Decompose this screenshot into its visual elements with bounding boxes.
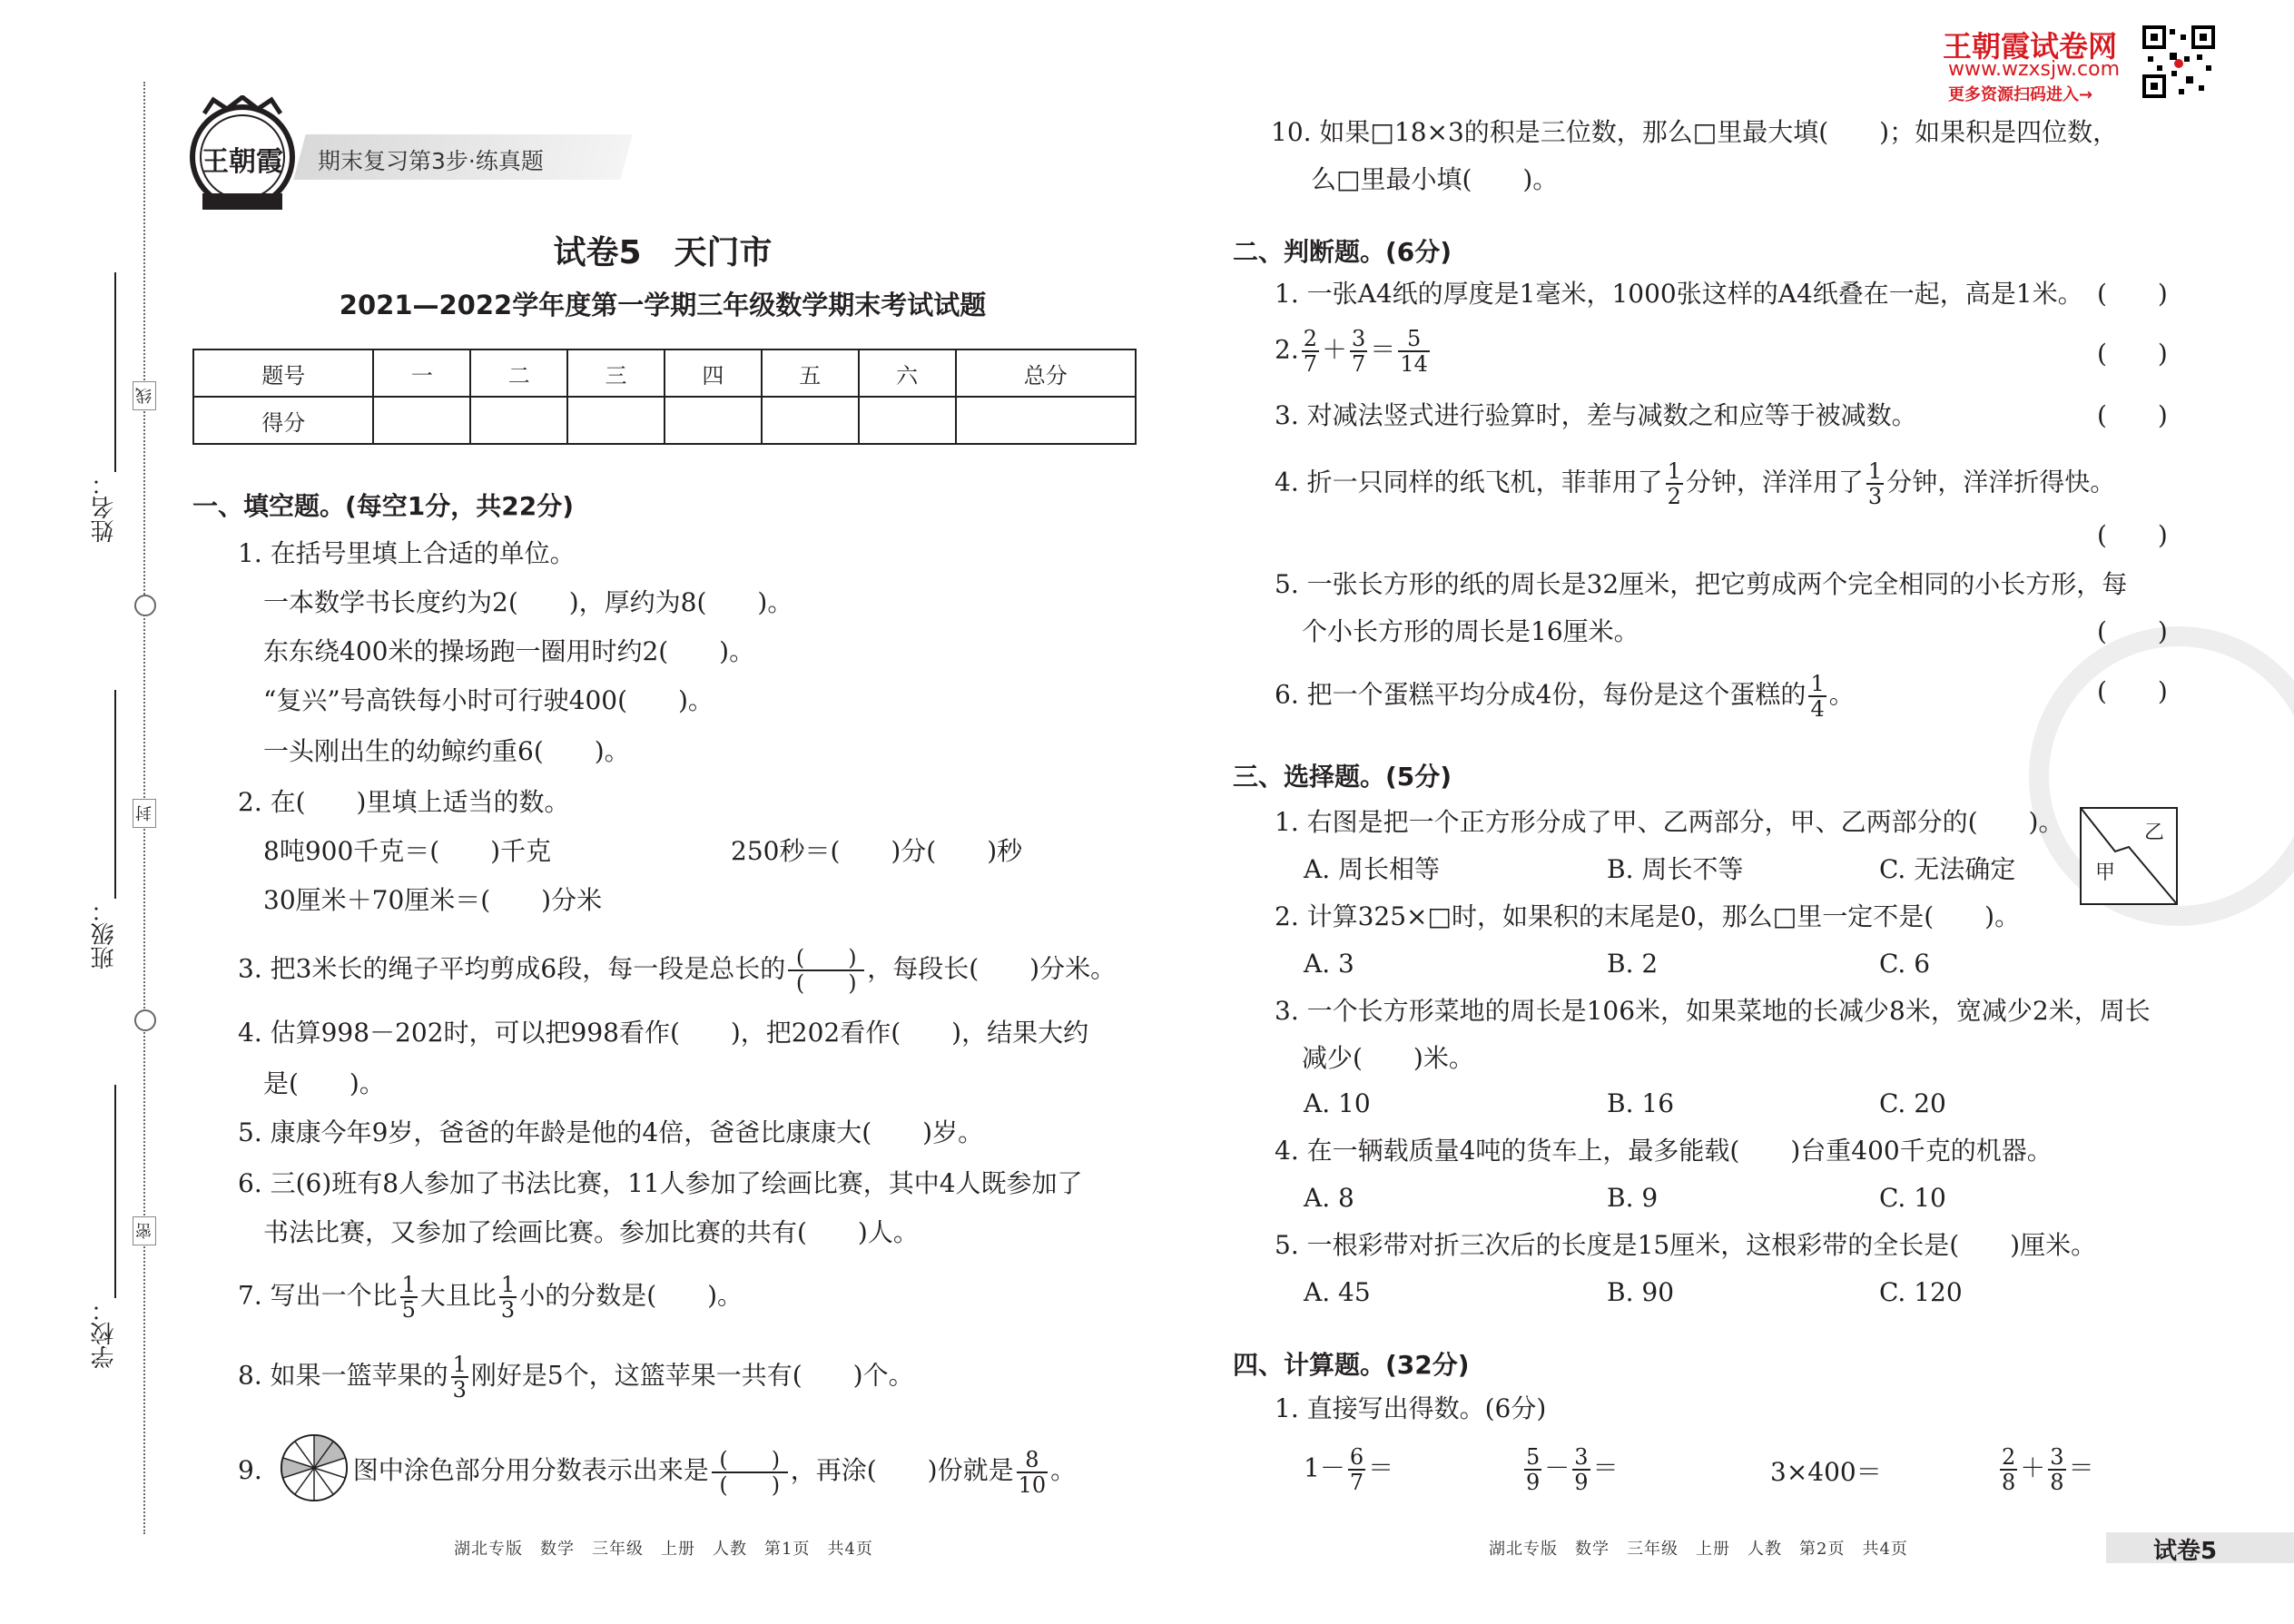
question-5[interactable]: 5. 康康今年9岁，爸爸的年龄是他的4倍，爸爸比康康大( )岁。 bbox=[238, 1117, 984, 1147]
fraction bbox=[2048, 1445, 2065, 1494]
numerator: 3 bbox=[1574, 1444, 1589, 1470]
fraction-blank[interactable] bbox=[712, 1448, 788, 1497]
binding-circle-icon bbox=[134, 595, 156, 616]
expression-text: ＝ bbox=[2068, 1452, 2094, 1483]
binding-char-mi: 密 bbox=[133, 1216, 156, 1245]
expression-text: 1－ bbox=[1304, 1452, 1345, 1483]
judge-5-line: 个小长方形的周长是16厘米。 bbox=[1302, 616, 1639, 646]
section-heading-choice: 三、选择题。(5分) bbox=[1233, 762, 1452, 792]
judge-answer-paren[interactable]: ( ) bbox=[2097, 339, 2168, 369]
numerator: 1 bbox=[452, 1352, 467, 1377]
question-4-line[interactable]: 是( )。 bbox=[263, 1068, 385, 1098]
choice-option[interactable]: C. 6 bbox=[1879, 949, 1931, 979]
denominator: 2 bbox=[1667, 484, 1681, 509]
brand-name: 王朝霞试卷网 bbox=[1943, 29, 2118, 64]
question-text: 图中涂色部分用分数表示出来是 bbox=[352, 1455, 709, 1485]
numerator: 1 bbox=[500, 1272, 516, 1297]
numerator: 1 bbox=[1667, 458, 1681, 484]
pie-figure-icon bbox=[279, 1432, 350, 1511]
page-footer-left: 湖北专版 数学 三年级 上册 人教 第1页 共4页 bbox=[454, 1540, 873, 1559]
choice-option[interactable]: C. 20 bbox=[1879, 1088, 1946, 1118]
judge-answer-paren[interactable]: ( ) bbox=[2097, 676, 2168, 706]
table-cell: 三 bbox=[567, 349, 665, 397]
question-1-line[interactable]: 一本数学书长度约为2( )，厚约为8( )。 bbox=[263, 587, 793, 617]
choice-3-question[interactable]: 3. 一个长方形菜地的周长是106米，如果菜地的长减少8米，宽减少2米，周长 bbox=[1275, 996, 2151, 1026]
question-text: 。 bbox=[1828, 679, 1855, 710]
question-text: 。 bbox=[1050, 1455, 1077, 1485]
score-input-cell[interactable] bbox=[470, 397, 567, 444]
judge-answer-paren[interactable]: ( ) bbox=[2097, 520, 2168, 550]
binding-char-xian: 线 bbox=[133, 381, 156, 410]
choice-option[interactable]: B. 16 bbox=[1607, 1088, 1675, 1118]
question-1-title: 1. 在括号里填上合适的单位。 bbox=[238, 538, 576, 568]
fraction bbox=[1866, 459, 1884, 508]
choice-1-question[interactable]: 1. 右图是把一个正方形分成了甲、乙两部分，甲、乙两部分的( )。 bbox=[1275, 807, 2064, 837]
denominator: 4 bbox=[1810, 696, 1825, 722]
binding-circle-icon bbox=[134, 1009, 156, 1031]
series-label: 期末复习第3步·练真题 bbox=[318, 148, 544, 174]
judge-1: 1. 一张A4纸的厚度是1毫米，1000张这样的A4纸叠在一起，高是1米。 bbox=[1275, 279, 2083, 309]
choice-option[interactable]: A. 8 bbox=[1304, 1183, 1354, 1213]
name-label: 姓名： bbox=[91, 472, 118, 543]
table-cell: 得分 bbox=[193, 397, 373, 444]
logo-text: 王朝霞 bbox=[202, 146, 283, 178]
class-underline[interactable] bbox=[114, 690, 116, 899]
operator: － bbox=[1544, 1452, 1570, 1483]
operator: ＋ bbox=[2020, 1452, 2046, 1483]
numerator: 6 bbox=[1349, 1444, 1364, 1470]
numerator: ( ) bbox=[795, 945, 857, 970]
paper-title: 试卷5 天门市 bbox=[553, 234, 773, 271]
judge-answer-paren[interactable]: ( ) bbox=[2097, 400, 2168, 430]
judge-answer-paren[interactable]: ( ) bbox=[2097, 616, 2168, 646]
question-text: 7. 写出一个比 bbox=[238, 1280, 398, 1311]
expression-text: ＝ bbox=[1592, 1452, 1619, 1483]
denominator: 9 bbox=[1574, 1470, 1589, 1495]
question-text: 3. 把3米长的绳子平均剪成6段，每一段是总长的 bbox=[238, 953, 786, 984]
fraction bbox=[1666, 459, 1683, 508]
judge-6 bbox=[1275, 672, 1855, 721]
score-input-cell[interactable] bbox=[762, 397, 859, 444]
fraction bbox=[1572, 1445, 1590, 1494]
calc-expression[interactable]: 3×400＝ bbox=[1770, 1457, 1882, 1487]
numerator: 1 bbox=[1810, 671, 1825, 696]
fraction bbox=[1348, 1445, 1365, 1494]
brand-url: www.wzxsjw.com bbox=[1948, 58, 2121, 81]
section-heading-fill-blank: 一、填空题。(每空1分，共22分) bbox=[192, 491, 575, 521]
choice-option[interactable]: A. 周长相等 bbox=[1304, 854, 1441, 884]
question-9[interactable] bbox=[238, 1432, 1076, 1511]
choice-option[interactable]: B. 9 bbox=[1607, 1183, 1659, 1213]
page-footer-right: 湖北专版 数学 三年级 上册 人教 第2页 共4页 bbox=[1489, 1540, 1908, 1559]
denominator: 3 bbox=[1867, 484, 1883, 509]
denominator: 7 bbox=[1303, 351, 1317, 377]
table-cell: 四 bbox=[665, 349, 762, 397]
question-number: 9. bbox=[238, 1455, 262, 1485]
fraction bbox=[400, 1273, 418, 1322]
judge-answer-paren[interactable]: ( ) bbox=[2097, 279, 2168, 309]
denominator: 7 bbox=[1349, 1470, 1364, 1495]
fraction bbox=[2000, 1445, 2017, 1494]
figure-label-yi: 乙 bbox=[2144, 822, 2165, 844]
question-6-line[interactable]: 6. 三(6)班有8人参加了书法比赛，11人参加了绘画比赛，其中4人既参加了 bbox=[238, 1168, 1083, 1198]
choice-option[interactable]: B. 90 bbox=[1607, 1277, 1675, 1307]
question-8[interactable] bbox=[238, 1353, 914, 1402]
question-2-line[interactable]: 250秒＝( )分( )秒 bbox=[731, 836, 1023, 866]
question-4-line[interactable]: 4. 估算998－202时，可以把998看作( )，把202看作( )，结果大约 bbox=[238, 1018, 1089, 1048]
calc-expression[interactable] bbox=[1997, 1445, 2094, 1494]
choice-4-question[interactable]: 4. 在一辆载质量4吨的货车上，最多能载( )台重400千克的机器。 bbox=[1275, 1136, 2053, 1166]
question-7[interactable] bbox=[238, 1273, 743, 1322]
question-text: 4. 折一只同样的纸飞机，菲菲用了 bbox=[1275, 467, 1663, 497]
denominator: 14 bbox=[1400, 351, 1428, 377]
calc-expression[interactable] bbox=[1304, 1445, 1393, 1494]
judge-3: 3. 对减法竖式进行验算时，差与减数之和应等于被减数。 bbox=[1275, 400, 1917, 430]
score-table bbox=[192, 349, 1137, 445]
score-table-header-row bbox=[193, 349, 1136, 397]
numerator: 2 bbox=[1303, 326, 1317, 351]
choice-option[interactable]: B. 周长不等 bbox=[1607, 854, 1744, 884]
question-2-line[interactable]: 8吨900千克＝( )千克 bbox=[263, 836, 552, 866]
score-input-cell[interactable] bbox=[956, 397, 1137, 444]
denominator: 8 bbox=[2050, 1470, 2064, 1495]
section-heading-calc: 四、计算题。(32分) bbox=[1233, 1350, 1470, 1380]
score-input-cell[interactable] bbox=[859, 397, 956, 444]
choice-option[interactable]: C. 无法确定 bbox=[1879, 854, 2016, 884]
denominator: 5 bbox=[401, 1297, 416, 1323]
expression-text: ＝ bbox=[1368, 1452, 1394, 1483]
score-input-cell[interactable] bbox=[567, 397, 665, 444]
denominator: 3 bbox=[500, 1297, 516, 1323]
choice-2-question[interactable]: 2. 计算325×□时，如果积的末尾是0，那么□里一定不是( )。 bbox=[1275, 901, 2021, 931]
numerator: 1 bbox=[401, 1272, 416, 1297]
fraction bbox=[1524, 1445, 1541, 1494]
brand-cta: 更多资源扫码进入→ bbox=[1948, 85, 2093, 104]
score-input-cell[interactable] bbox=[665, 397, 762, 444]
denominator: 8 bbox=[2002, 1470, 2016, 1495]
school-label: 学校： bbox=[91, 1298, 118, 1369]
question-text: 小的分数是( )。 bbox=[519, 1280, 743, 1311]
table-cell: 总分 bbox=[956, 349, 1137, 397]
question-1-line[interactable]: 一头刚出生的幼鲸约重6( )。 bbox=[263, 736, 630, 766]
question-6-line[interactable]: 书法比赛，又参加了绘画比赛。参加比赛的共有( )人。 bbox=[263, 1217, 919, 1247]
brand-logo bbox=[186, 95, 300, 218]
name-underline[interactable] bbox=[114, 272, 116, 472]
fraction-blank[interactable] bbox=[788, 946, 864, 995]
question-10-line[interactable]: 10. 如果□18×3的积是三位数，那么□里最大填( )；如果积是四位数， bbox=[1271, 117, 2119, 147]
denominator: ( ) bbox=[788, 969, 864, 995]
denominator: 9 bbox=[1526, 1470, 1541, 1495]
numerator: 3 bbox=[2050, 1444, 2064, 1470]
question-2-title: 2. 在( )里填上适当的数。 bbox=[238, 787, 570, 817]
question-text: ，再涂( )份就是 bbox=[790, 1455, 1014, 1485]
numerator: ( ) bbox=[719, 1446, 781, 1472]
choice-option[interactable]: A. 10 bbox=[1304, 1088, 1371, 1118]
fraction bbox=[1350, 327, 1367, 376]
score-table-score-row bbox=[193, 397, 1136, 444]
fraction bbox=[451, 1353, 468, 1402]
numerator: 2 bbox=[2002, 1444, 2016, 1470]
table-cell: 五 bbox=[762, 349, 859, 397]
question-text: 分钟，洋洋用了 bbox=[1685, 467, 1864, 497]
operator: ＝ bbox=[1370, 334, 1396, 365]
operator: ＋ bbox=[1322, 334, 1348, 365]
numerator: 5 bbox=[1526, 1444, 1541, 1470]
choice-option[interactable]: C. 10 bbox=[1879, 1183, 1946, 1213]
calc-1-title: 1. 直接写出得数。(6分) bbox=[1275, 1393, 1547, 1423]
question-1-line[interactable]: “复兴”号高铁每小时可行驶400( )。 bbox=[263, 685, 714, 715]
question-text: ，每段长( )分米。 bbox=[867, 953, 1117, 984]
question-text: 8. 如果一篮苹果的 bbox=[238, 1360, 448, 1391]
table-cell: 二 bbox=[470, 349, 567, 397]
judge-2 bbox=[1275, 327, 1433, 376]
figure-label-jia: 甲 bbox=[2095, 861, 2116, 884]
qr-code-icon[interactable] bbox=[2142, 25, 2215, 98]
numerator: 8 bbox=[1025, 1446, 1039, 1472]
class-label: 班级： bbox=[91, 899, 118, 969]
question-10-line[interactable]: 么□里最小填( )。 bbox=[1311, 164, 1559, 194]
judge-4 bbox=[1275, 459, 2115, 508]
fraction bbox=[1808, 672, 1826, 721]
paper-tag: 试卷5 bbox=[2153, 1538, 2218, 1565]
denominator: 3 bbox=[452, 1377, 467, 1403]
question-3[interactable] bbox=[238, 946, 1116, 995]
binding-char-feng: 封 bbox=[133, 799, 156, 828]
denominator: ( ) bbox=[712, 1471, 788, 1497]
question-text: 大且比 bbox=[419, 1280, 497, 1311]
square-figure bbox=[2079, 806, 2179, 906]
table-cell: 题号 bbox=[193, 349, 373, 397]
question-text: 6. 把一个蛋糕平均分成4份，每份是这个蛋糕的 bbox=[1275, 679, 1807, 710]
denominator: 7 bbox=[1352, 351, 1366, 377]
judge-5-line: 5. 一张长方形的纸的周长是32厘米，把它剪成两个完全相同的小长方形，每 bbox=[1275, 569, 2128, 599]
fraction bbox=[499, 1273, 517, 1322]
table-cell: 一 bbox=[373, 349, 470, 397]
choice-3-question[interactable]: 减少( )米。 bbox=[1302, 1043, 1474, 1073]
score-input-cell[interactable] bbox=[373, 397, 470, 444]
choice-option[interactable]: C. 120 bbox=[1879, 1277, 1963, 1307]
section-heading-judge: 二、判断题。(6分) bbox=[1233, 237, 1452, 267]
paper-subtitle: 2021—2022学年度第一学期三年级数学期末考试试题 bbox=[339, 290, 987, 320]
choice-option[interactable]: A. 45 bbox=[1304, 1277, 1371, 1307]
choice-5-question[interactable]: 5. 一根彩带对折三次后的长度是15厘米，这根彩带的全长是( )厘米。 bbox=[1275, 1230, 2097, 1260]
question-text: 刚好是5个，这篮苹果一共有( )个。 bbox=[470, 1360, 914, 1391]
question-1-line[interactable]: 东东绕400米的操场跑一圈用时约2( )。 bbox=[263, 636, 755, 666]
numerator: 5 bbox=[1406, 326, 1422, 351]
denominator: 10 bbox=[1018, 1471, 1047, 1498]
choice-option[interactable]: B. 2 bbox=[1607, 949, 1659, 979]
table-cell: 六 bbox=[859, 349, 956, 397]
question-2-line[interactable]: 30厘米＋70厘米＝( )分米 bbox=[263, 885, 603, 915]
numerator: 1 bbox=[1867, 458, 1883, 484]
school-underline[interactable] bbox=[114, 1085, 116, 1298]
fraction bbox=[1017, 1448, 1049, 1497]
fraction bbox=[1302, 327, 1319, 376]
question-text: 分钟，洋洋折得快。 bbox=[1886, 467, 2116, 497]
numerator: 3 bbox=[1352, 326, 1366, 351]
fraction bbox=[1398, 327, 1430, 376]
calc-expression[interactable] bbox=[1521, 1445, 1619, 1494]
question-number: 2. bbox=[1275, 334, 1299, 365]
choice-option[interactable]: A. 3 bbox=[1304, 949, 1354, 979]
